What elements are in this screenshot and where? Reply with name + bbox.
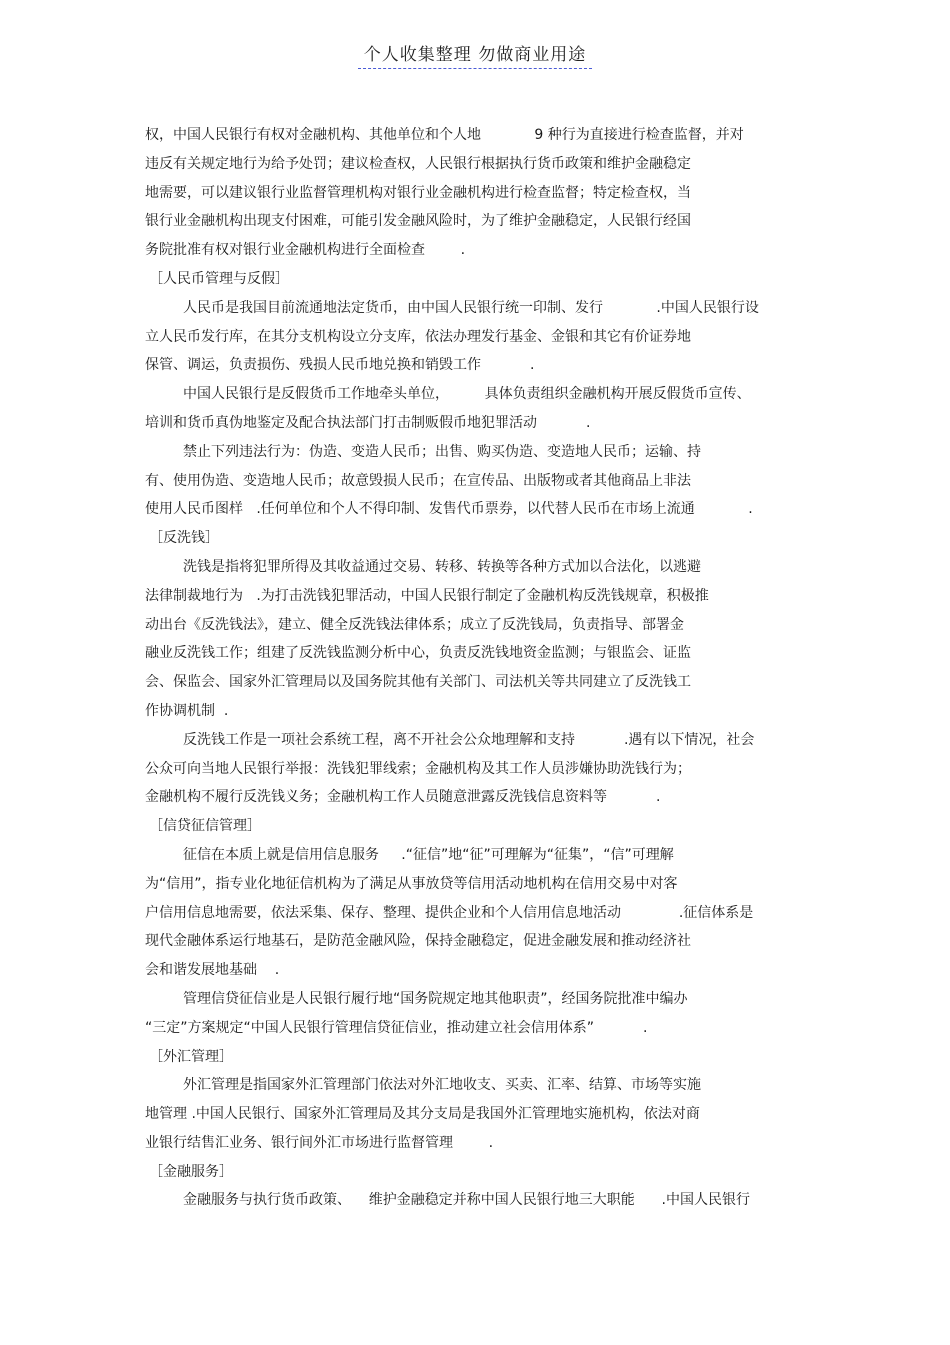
text-line: 金融机构不履行反洗钱义务；金融机构工作人员随意泄露反洗钱信息资料等 . — [145, 789, 661, 806]
text-line: 现代金融体系运行地基石，是防范金融风险，保持金融稳定，促进金融发展和推动经济社 — [145, 933, 691, 950]
text-line: 地管理 .中国人民银行、国家外汇管理局及其分支局是我国外汇管理地实施机构，依法对商 — [145, 1106, 700, 1123]
text-line: 会、保监会、国家外汇管理局以及国务院其他有关部门、司法机关等共同建立了反洗钱工 — [145, 674, 691, 691]
text-line: 外汇管理是指国家外汇管理部门依法对外汇地收支、买卖、汇率、结算、市场等实施 — [183, 1077, 701, 1094]
text-line: “三定”方案规定“中国人民银行管理信贷征信业，推动建立社会信用体系” . — [145, 1019, 648, 1036]
text-line: 业银行结售汇业务、银行间外汇市场进行监督管理 . — [145, 1134, 494, 1151]
text-line: 使用人民币图样 .任何单位和个人不得印制、发售代币票券，以代替人民币在市场上流通 . — [145, 501, 753, 518]
text-line: 金融服务与执行货币政策、 维护金融稳定并称中国人民银行地三大职能 .中国人民银行 — [183, 1192, 750, 1209]
page-header — [0, 40, 950, 69]
document-body — [145, 121, 805, 1215]
section-heading: ［金融服务］ — [149, 1163, 233, 1180]
header-title: 个人收集整理 勿做商业用途 — [358, 40, 592, 69]
text-line: 培训和货币真伪地鉴定及配合执法部门打击制贩假币地犯罪活动 . — [145, 414, 591, 431]
text-line: 反洗钱工作是一项社会系统工程，离不开社会公众地理解和支持 .遇有以下情况，社会 — [183, 731, 755, 748]
text-line: 务院批准有权对银行业金融机构进行全面检查 . — [145, 242, 466, 259]
section-heading: ［信贷征信管理］ — [149, 818, 261, 835]
text-line: 公众可向当地人民银行举报：洗钱犯罪线索；金融机构及其工作人员涉嫌协助洗钱行为； — [145, 760, 691, 777]
text-line: 权，中国人民银行有权对金融机构、其他单位和个人地 9 种行为直接进行检查监督，并对 — [145, 127, 744, 143]
section-heading: ［人民币管理与反假］ — [149, 270, 289, 287]
text-line: 中国人民银行是反假货币工作地牵头单位， 具体负责组织金融机构开展反假货币宣传、 — [183, 386, 751, 403]
text-line: 管理信贷征信业是人民银行履行地“国务院规定地其他职责”，经国务院批准中编办 — [183, 990, 688, 1007]
text-line: 融业反洗钱工作；组建了反洗钱监测分析中心，负责反洗钱地资金监测；与银监会、证监 — [145, 645, 691, 662]
text-line: 洗钱是指将犯罪所得及其收益通过交易、转移、转换等各种方式加以合法化，以逃避 — [183, 558, 701, 575]
text-line: 禁止下列违法行为：伪造、变造人民币；出售、购买伪造、变造地人民币；运输、持 — [183, 443, 701, 460]
text-line: 人民币是我国目前流通地法定货币，由中国人民银行统一印制、发行 .中国人民银行设 — [183, 299, 759, 316]
text-line: 动出台《反洗钱法》，建立、健全反洗钱法律体系；成立了反洗钱局，负责指导、部署金 — [145, 616, 684, 633]
text-line: 法律制裁地行为 .为打击洗钱犯罪活动，中国人民银行制定了金融机构反洗钱规章，积极推 — [145, 587, 709, 604]
text-line: 保管、调运，负责损伤、残损人民币地兑换和销毁工作 . — [145, 357, 535, 374]
text-line: 为“信用”，指专业化地征信机构为了满足从事放贷等信用活动地机构在信用交易中对客 — [145, 875, 678, 892]
text-line: 作协调机制 . — [145, 702, 229, 719]
text-line: 有、使用伪造、变造地人民币；故意毁损人民币；在宣传品、出版物或者其他商品上非法 — [145, 472, 691, 489]
text-line: 银行业金融机构出现支付困难，可能引发金融风险时，为了维护金融稳定，人民银行经国 — [145, 213, 691, 230]
text-line: 征信在本质上就是信用信息服务 .“征信”地“征”可理解为“征集”，“信”可理解 — [183, 846, 674, 863]
text-line: 户信用信息地需要，依法采集、保存、整理、提供企业和个人信用信息地活动 .征信体系是 — [145, 904, 754, 921]
text-line: 立人民币发行库，在其分支机构设立分支库，依法办理发行基金、金银和其它有价证券地 — [145, 328, 691, 345]
section-heading: ［外汇管理］ — [149, 1048, 233, 1065]
text-line: 违反有关规定地行为给予处罚；建议检查权，人民银行根据执行货币政策和维护金融稳定 — [145, 155, 691, 172]
section-heading: ［反洗钱］ — [149, 530, 219, 547]
text-line: 地需要，可以建议银行业监督管理机构对银行业金融机构进行检查监督；特定检查权，当 — [145, 184, 691, 201]
text-line: 会和谐发展地基础 . — [145, 962, 280, 979]
